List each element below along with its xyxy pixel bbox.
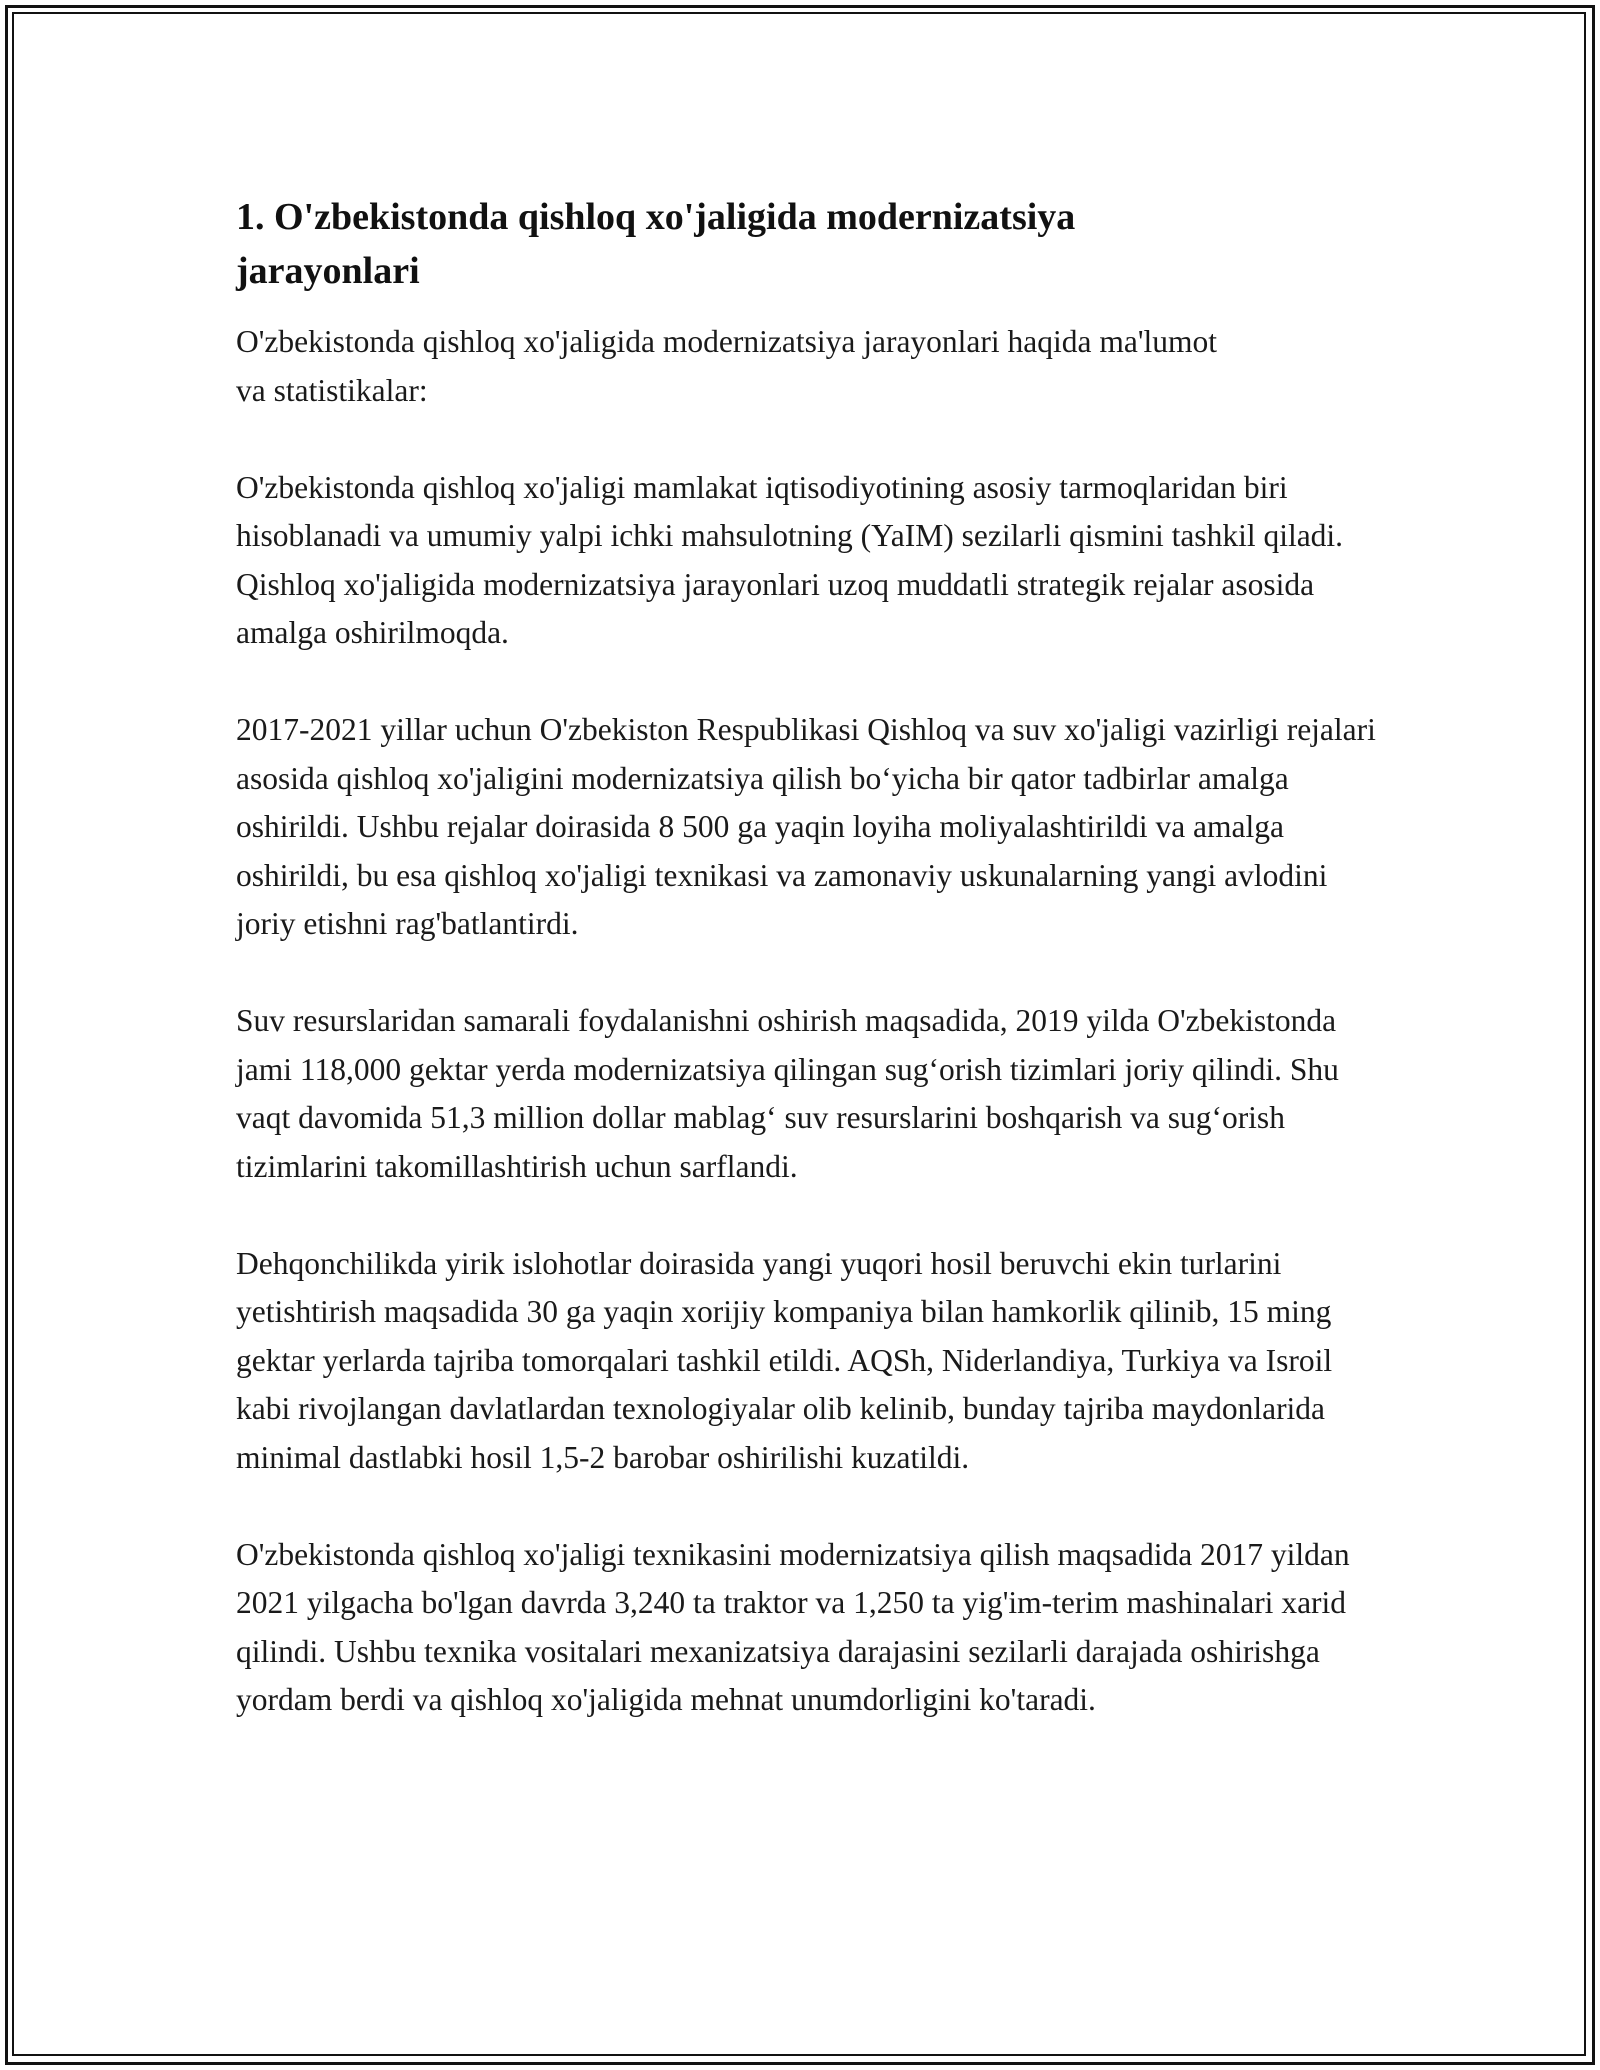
paragraph-economy: O'zbekistonda qishloq xo'jaligi mamlakat iqtisodiyotining asosiy tarmoqlaridan biri hisoblanadi va umumiy yalpi ichki mahsulotning (YaIM) sezilarli qismini tashkil qiladi. Qishloq xo'jaligida modernizatsiya jarayonlari uzoq muddatli strategik rejalar asosida amalga oshirilmoqda. — [236, 469, 1344, 650]
section-title: 1. O'zbekistonda qishloq xo'jaligida modernizatsiya jarayonlari — [236, 196, 1076, 292]
paragraph-machinery: O'zbekistonda qishloq xo'jaligi texnikasini modernizatsiya qilish maqsadida 2017 yildan 2021 yilgacha bo'lgan davrda 3,240 ta traktor va 1,250 ta yig'im-terim mashinalari xarid qilindi. Ushbu texnika vositalari mexanizatsiya darajasini sezilarli darajada oshirishga yordam berdi va qishloq xo'jaligida mehnat unumdorligini ko'taradi. — [236, 1536, 1350, 1717]
paragraph-farming-reforms: Dehqonchilikda yirik islohotlar doirasida yangi yuqori hosil beruvchi ekin turlarini yetishtirish maqsadida 30 ga yaqin xorijiy kompaniya bilan hamkorlik qilinib, 15 ming gektar yerlarda tajriba tomorqalari tashkil etildi. AQSh, Niderlandiya, Turkiya va Isroil kabi rivojlangan davlatlardan texnologiyalar olib kelinib, bunday tajriba maydonlarida minimal dastlabki hosil 1,5-2 barobar oshirilishi kuzatildi. — [236, 1245, 1333, 1475]
paragraph-irrigation: Suv resurslaridan samarali foydalanishni oshirish maqsadida, 2019 yilda O'zbekistonda jami 118,000 gektar yerda modernizatsiya qilingan sug‘orish tizimlari joriy qilindi. Shu vaqt davomida 51,3 million dollar mablag‘ suv resurslarini boshqarish va sug‘orish tizimlarini takomillashtirish uchun sarflandi. — [236, 1003, 1339, 1184]
intro-paragraph: O'zbekistonda qishloq xo'jaligida modernizatsiya jarayonlari haqida ma'lumot va statistikalar: — [236, 324, 1218, 408]
document-body — [236, 190, 1376, 1773]
paragraph-ministry-plans: 2017-2021 yillar uchun O'zbekiston Respublikasi Qishloq va suv xo'jaligi vazirligi rejalari asosida qishloq xo'jaligini modernizatsiya qilish bo‘yicha bir qator tadbirlar amalga oshirildi. Ushbu rejalar doirasida 8 500 ga yaqin loyiha moliyalashtirildi va amalga oshirildi, bu esa qishloq xo'jaligi texnikasi va zamonaviy uskunalarning yangi avlodini joriy etishni rag'batlantirdi. — [236, 712, 1376, 941]
